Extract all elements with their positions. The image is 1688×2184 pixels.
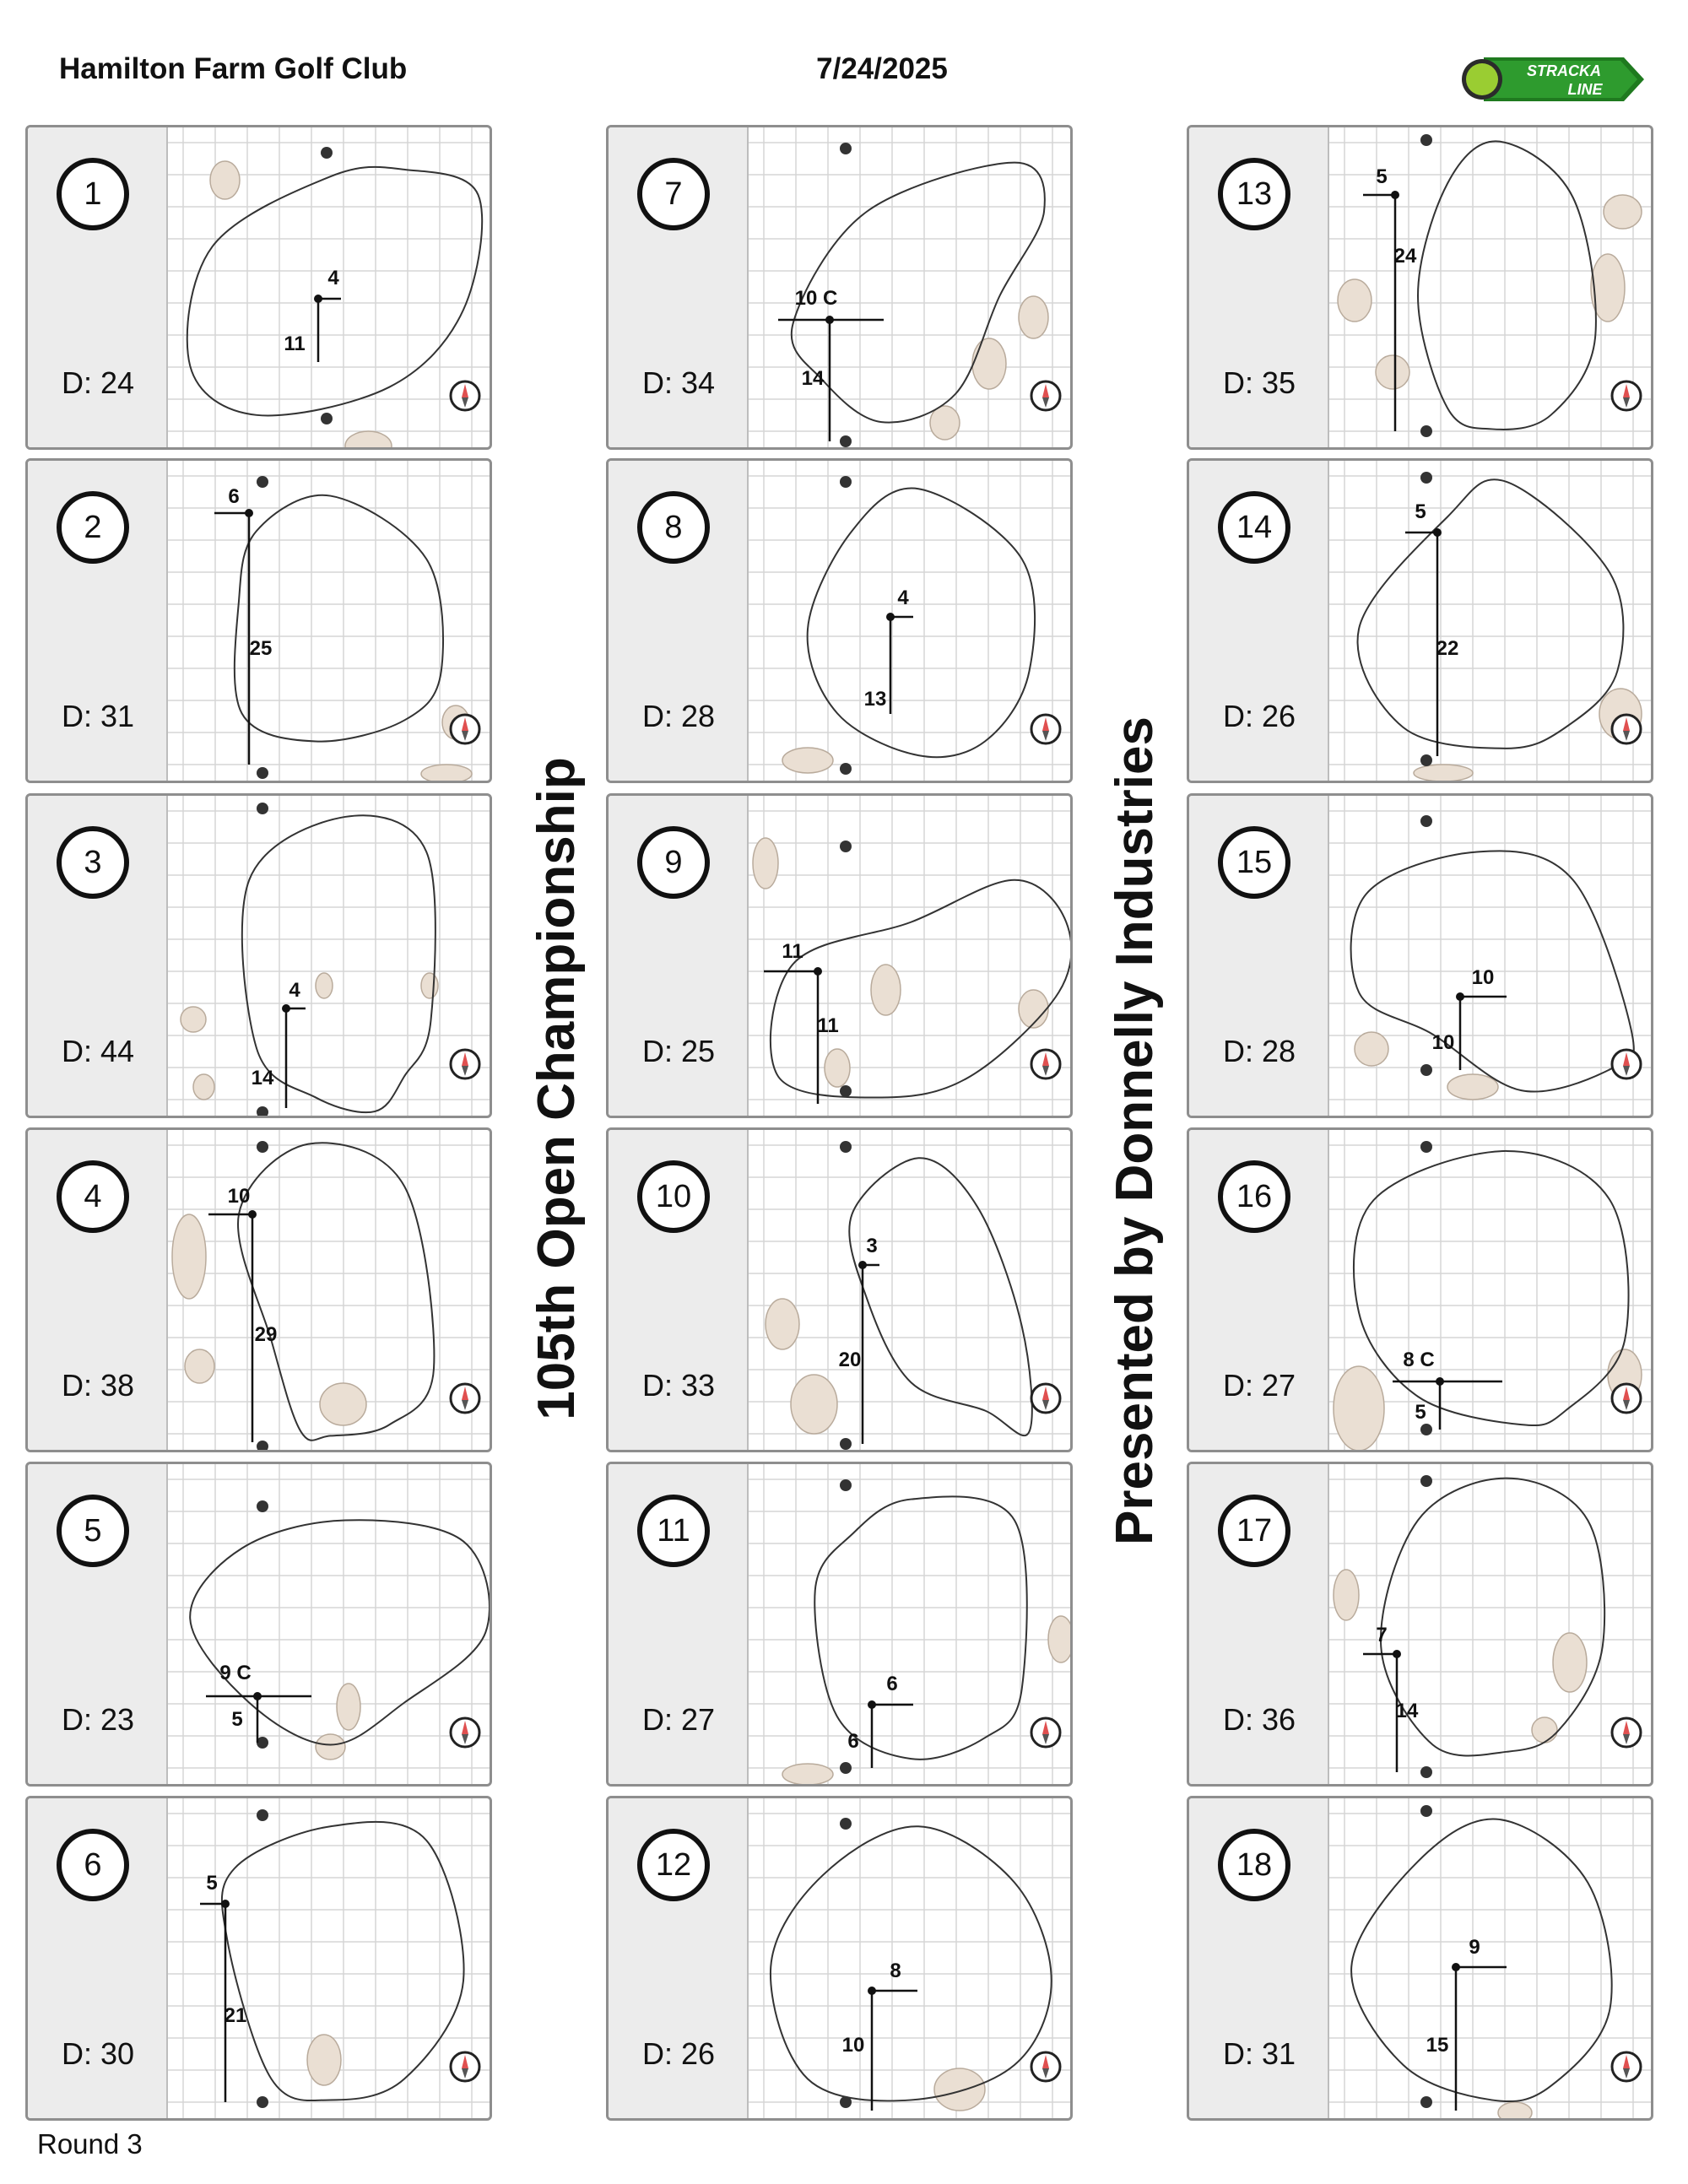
- pin-location: [248, 1210, 257, 1219]
- bunker: [871, 965, 901, 1015]
- depth-distance-label: 6: [847, 1730, 859, 1753]
- edge-distance-label: 8 C: [1403, 1349, 1435, 1371]
- edge-distance-label: 10: [227, 1185, 251, 1208]
- hole-number: 2: [57, 491, 129, 564]
- hole-info-panel: [1189, 461, 1329, 781]
- hole-info-panel: [1189, 796, 1329, 1116]
- bunker: [210, 161, 240, 199]
- green-diagram: [749, 1464, 1073, 1787]
- hole-number: 17: [1218, 1495, 1290, 1567]
- front-marker: [257, 1441, 268, 1452]
- green-depth: D: 25: [642, 1034, 716, 1068]
- pin-location: [858, 1261, 867, 1269]
- edge-distance-label: 5: [1415, 500, 1426, 523]
- bunker: [316, 1734, 345, 1760]
- hole-number: 10: [637, 1160, 710, 1233]
- back-marker: [257, 476, 268, 488]
- pin-location: [1456, 992, 1464, 1001]
- depth-distance-label: 29: [254, 1323, 278, 1346]
- edge-distance-label: 8: [890, 1960, 901, 1982]
- green-diagram: [1329, 1130, 1653, 1452]
- green-depth: D: 23: [62, 1702, 135, 1737]
- back-marker: [257, 1809, 268, 1821]
- bunker: [1019, 990, 1048, 1028]
- hole-number: 1: [57, 158, 129, 230]
- hole-info-panel: [609, 461, 749, 781]
- pin-location: [868, 1987, 876, 1995]
- bunker: [1334, 1366, 1384, 1451]
- depth-distance-label: 25: [249, 637, 273, 660]
- green-diagram: [168, 1464, 492, 1787]
- bunker: [1414, 765, 1473, 781]
- compass-icon: [1612, 381, 1641, 410]
- green-diagram: [1329, 1464, 1653, 1787]
- front-marker: [840, 1085, 852, 1097]
- hole-card: [606, 1462, 1073, 1787]
- hole-card: [25, 1127, 492, 1452]
- green-diagram: [168, 796, 492, 1118]
- svg-text:LINE: LINE: [1567, 81, 1603, 98]
- compass-icon: [451, 1384, 479, 1413]
- back-marker: [257, 1500, 268, 1512]
- front-marker: [1420, 1064, 1432, 1076]
- green-depth: D: 24: [62, 365, 135, 400]
- hole-card: [25, 793, 492, 1118]
- compass-icon: [1612, 1384, 1641, 1413]
- pin-location: [221, 1900, 230, 1908]
- green-depth: D: 30: [62, 2036, 135, 2071]
- compass-icon: [451, 1718, 479, 1747]
- front-marker: [1420, 1424, 1432, 1435]
- bunker: [825, 1049, 850, 1087]
- compass-icon: [1031, 2052, 1060, 2081]
- depth-distance-label: 14: [801, 367, 825, 390]
- edge-distance-label: 5: [1376, 165, 1388, 188]
- pin-location: [314, 295, 322, 303]
- green-depth: D: 35: [1223, 365, 1296, 400]
- green-outline: [222, 1822, 464, 2100]
- bunker: [753, 838, 778, 889]
- back-marker: [1420, 1141, 1432, 1153]
- hole-info-panel: [609, 1798, 749, 2118]
- front-marker: [840, 2096, 852, 2108]
- compass-icon: [451, 381, 479, 410]
- bunker: [307, 2035, 341, 2085]
- bunker: [421, 973, 438, 998]
- event-date: 7/24/2025: [816, 52, 948, 85]
- compass-icon: [1031, 1050, 1060, 1078]
- green-outline: [814, 1496, 1027, 1759]
- green-depth: D: 27: [642, 1702, 716, 1737]
- pin-location: [1393, 1650, 1401, 1658]
- back-marker: [840, 841, 852, 852]
- pin-location: [825, 316, 834, 324]
- green-depth: D: 33: [642, 1368, 716, 1403]
- edge-distance-label: 9: [1469, 1936, 1480, 1959]
- hole-info-panel: [28, 127, 168, 447]
- depth-distance-label: 14: [251, 1067, 274, 1089]
- green-diagram: [749, 127, 1073, 450]
- bunker: [345, 431, 392, 450]
- bunker: [316, 973, 333, 998]
- depth-distance-label: 24: [1393, 245, 1417, 268]
- stracka-line-logo: [1458, 52, 1646, 106]
- pin-location: [886, 613, 895, 621]
- hole-card: [1187, 1462, 1653, 1787]
- green-diagram: [1329, 796, 1653, 1118]
- pin-location: [1452, 1963, 1460, 1971]
- club-name: Hamilton Farm Golf Club: [59, 52, 408, 85]
- hole-number: 13: [1218, 158, 1290, 230]
- green-depth: D: 28: [642, 699, 716, 733]
- back-marker: [257, 1141, 268, 1153]
- bunker: [1019, 296, 1048, 338]
- bunker: [185, 1349, 214, 1383]
- bunker: [1532, 1717, 1557, 1743]
- hole-info-panel: [1189, 127, 1329, 447]
- hole-card: [25, 1796, 492, 2121]
- hole-info-panel: [609, 796, 749, 1116]
- pin-location: [282, 1004, 290, 1013]
- edge-distance-label: 6: [228, 485, 240, 508]
- front-marker: [840, 1438, 852, 1450]
- edge-distance-label: 10: [1471, 966, 1495, 989]
- hole-card: [1187, 793, 1653, 1118]
- depth-distance-label: 14: [1395, 1700, 1419, 1722]
- bunker: [172, 1214, 206, 1299]
- bunker: [1604, 195, 1642, 229]
- depth-distance-label: 11: [817, 1014, 839, 1037]
- front-marker: [840, 435, 852, 447]
- back-marker: [840, 1141, 852, 1153]
- green-depth: D: 31: [62, 699, 135, 733]
- green-outline: [771, 1826, 1052, 2100]
- edge-distance-label: 9 C: [219, 1662, 252, 1684]
- compass-icon: [1612, 1050, 1641, 1078]
- compass-icon: [1031, 715, 1060, 743]
- compass-icon: [1031, 1384, 1060, 1413]
- green-depth: D: 38: [62, 1368, 135, 1403]
- back-marker: [1420, 472, 1432, 484]
- depth-distance-label: 13: [863, 688, 887, 711]
- pin-location: [1436, 1377, 1444, 1386]
- hole-card: [606, 458, 1073, 783]
- bunker: [1376, 355, 1409, 389]
- bunker: [1338, 279, 1372, 322]
- hole-info-panel: [609, 1464, 749, 1784]
- hole-info-panel: [1189, 1130, 1329, 1450]
- compass-icon: [1612, 2052, 1641, 2081]
- green-outline: [235, 495, 443, 742]
- green-diagram: [168, 1798, 492, 2121]
- depth-distance-label: 21: [224, 2004, 247, 2027]
- hole-info-panel: [28, 796, 168, 1116]
- hole-card: [606, 1796, 1073, 2121]
- hole-number: 16: [1218, 1160, 1290, 1233]
- front-marker: [257, 1106, 268, 1118]
- hole-card: [1187, 125, 1653, 450]
- hole-info-panel: [1189, 1464, 1329, 1784]
- hole-card: [1187, 1796, 1653, 2121]
- compass-icon: [1612, 1718, 1641, 1747]
- edge-distance-label: 6: [886, 1673, 898, 1695]
- green-diagram: [749, 1130, 1073, 1452]
- bunker: [972, 338, 1006, 389]
- hole-card: [25, 458, 492, 783]
- edge-distance-label: 11: [782, 940, 803, 963]
- pin-location: [245, 509, 253, 517]
- back-marker: [840, 476, 852, 488]
- hole-number: 15: [1218, 826, 1290, 899]
- bunker: [1498, 2102, 1532, 2121]
- hole-card: [25, 1462, 492, 1787]
- front-marker: [1420, 1766, 1432, 1778]
- compass-icon: [1612, 715, 1641, 743]
- hole-number: 11: [637, 1495, 710, 1567]
- green-outline: [808, 489, 1035, 758]
- depth-distance-label: 10: [1431, 1031, 1455, 1054]
- hole-info-panel: [609, 1130, 749, 1450]
- green-diagram: [1329, 461, 1653, 783]
- green-outline: [771, 880, 1072, 1098]
- front-marker: [1420, 425, 1432, 437]
- green-depth: D: 36: [1223, 1702, 1296, 1737]
- depth-distance-label: 10: [841, 2034, 865, 2057]
- edge-distance-label: 3: [866, 1235, 878, 1257]
- edge-distance-label: 10 C: [794, 287, 838, 310]
- front-marker: [840, 763, 852, 775]
- bunker: [1334, 1570, 1359, 1620]
- back-marker: [840, 1818, 852, 1830]
- sponsor-line: Presented by Donnelly Industries: [1106, 716, 1164, 1545]
- depth-distance-label: 20: [838, 1349, 862, 1371]
- back-marker: [1420, 1805, 1432, 1817]
- front-marker: [257, 767, 268, 779]
- hole-info-panel: [1189, 1798, 1329, 2118]
- green-outline: [1354, 1151, 1629, 1425]
- compass-icon: [451, 1050, 479, 1078]
- hole-card: [1187, 458, 1653, 783]
- depth-distance-label: 5: [231, 1708, 243, 1731]
- pin-location: [1433, 528, 1442, 537]
- back-marker: [1420, 134, 1432, 146]
- bunker: [791, 1375, 837, 1434]
- hole-number: 9: [637, 826, 710, 899]
- front-marker: [840, 1762, 852, 1774]
- back-marker: [840, 1479, 852, 1491]
- back-marker: [321, 147, 333, 159]
- back-marker: [1420, 815, 1432, 827]
- bunker: [1553, 1633, 1587, 1692]
- hole-card: [606, 1127, 1073, 1452]
- pin-location: [868, 1700, 876, 1709]
- depth-distance-label: 15: [1426, 2034, 1449, 2057]
- bunker: [782, 748, 833, 773]
- bunker: [766, 1299, 799, 1349]
- green-diagram: [749, 461, 1073, 783]
- green-depth: D: 31: [1223, 2036, 1296, 2071]
- back-marker: [257, 803, 268, 814]
- green-depth: D: 28: [1223, 1034, 1296, 1068]
- bunker: [1048, 1616, 1073, 1662]
- green-diagram: [168, 127, 492, 450]
- bunker: [1447, 1074, 1498, 1100]
- compass-icon: [1031, 1718, 1060, 1747]
- hole-card: [606, 793, 1073, 1118]
- pin-location: [1391, 191, 1399, 199]
- green-diagram: [749, 1798, 1073, 2121]
- green-depth: D: 27: [1223, 1368, 1296, 1403]
- bunker: [421, 765, 472, 783]
- hole-info-panel: [28, 1798, 168, 2118]
- green-outline: [849, 1158, 1032, 1435]
- green-depth: D: 34: [642, 365, 716, 400]
- edge-distance-label: 4: [897, 587, 909, 609]
- hole-number: 3: [57, 826, 129, 899]
- back-marker: [840, 143, 852, 154]
- hole-number: 18: [1218, 1829, 1290, 1901]
- pin-location: [814, 967, 822, 976]
- svg-text:STRACKA: STRACKA: [1527, 62, 1601, 79]
- green-diagram: [1329, 1798, 1653, 2121]
- compass-icon: [451, 715, 479, 743]
- green-depth: D: 26: [642, 2036, 716, 2071]
- depth-distance-label: 11: [284, 332, 306, 355]
- front-marker: [1420, 2096, 1432, 2108]
- depth-distance-label: 5: [1415, 1401, 1426, 1424]
- hole-number: 6: [57, 1829, 129, 1901]
- green-depth: D: 26: [1223, 699, 1296, 733]
- championship-title: 105th Open Championship: [528, 757, 586, 1420]
- green-depth: D: 44: [62, 1034, 135, 1068]
- bunker: [782, 1764, 833, 1785]
- hole-info-panel: [28, 461, 168, 781]
- bunker: [320, 1383, 366, 1425]
- front-marker: [257, 2096, 268, 2108]
- round-label: Round 3: [37, 2128, 143, 2160]
- hole-card: [606, 125, 1073, 450]
- back-marker: [1420, 1475, 1432, 1487]
- hole-info-panel: [609, 127, 749, 447]
- hole-info-panel: [28, 1464, 168, 1784]
- hole-number: 7: [637, 158, 710, 230]
- bunker: [337, 1684, 360, 1730]
- hole-number: 4: [57, 1160, 129, 1233]
- edge-distance-label: 4: [327, 267, 339, 289]
- bunker: [1355, 1032, 1388, 1066]
- depth-distance-label: 22: [1436, 637, 1459, 660]
- edge-distance-label: 7: [1376, 1624, 1388, 1646]
- front-marker: [1420, 754, 1432, 766]
- hole-info-panel: [28, 1130, 168, 1450]
- compass-icon: [451, 2052, 479, 2081]
- green-diagram: [168, 1130, 492, 1452]
- front-marker: [321, 413, 333, 424]
- green-outline: [1358, 479, 1624, 749]
- green-diagram: [749, 796, 1073, 1118]
- hole-number: 5: [57, 1495, 129, 1567]
- bunker: [181, 1007, 206, 1032]
- hole-card: [25, 125, 492, 450]
- hole-number: 14: [1218, 491, 1290, 564]
- hole-card: [1187, 1127, 1653, 1452]
- hole-number: 12: [637, 1829, 710, 1901]
- green-diagram: [168, 461, 492, 783]
- green-diagram: [1329, 127, 1653, 450]
- hole-number: 8: [637, 491, 710, 564]
- edge-distance-label: 4: [289, 979, 300, 1002]
- green-outline: [1351, 1819, 1612, 2101]
- pin-location: [253, 1692, 262, 1700]
- edge-distance-label: 5: [206, 1872, 218, 1895]
- bunker: [193, 1074, 214, 1100]
- green-outline: [187, 167, 482, 416]
- compass-icon: [1031, 381, 1060, 410]
- bunker: [934, 2068, 985, 2111]
